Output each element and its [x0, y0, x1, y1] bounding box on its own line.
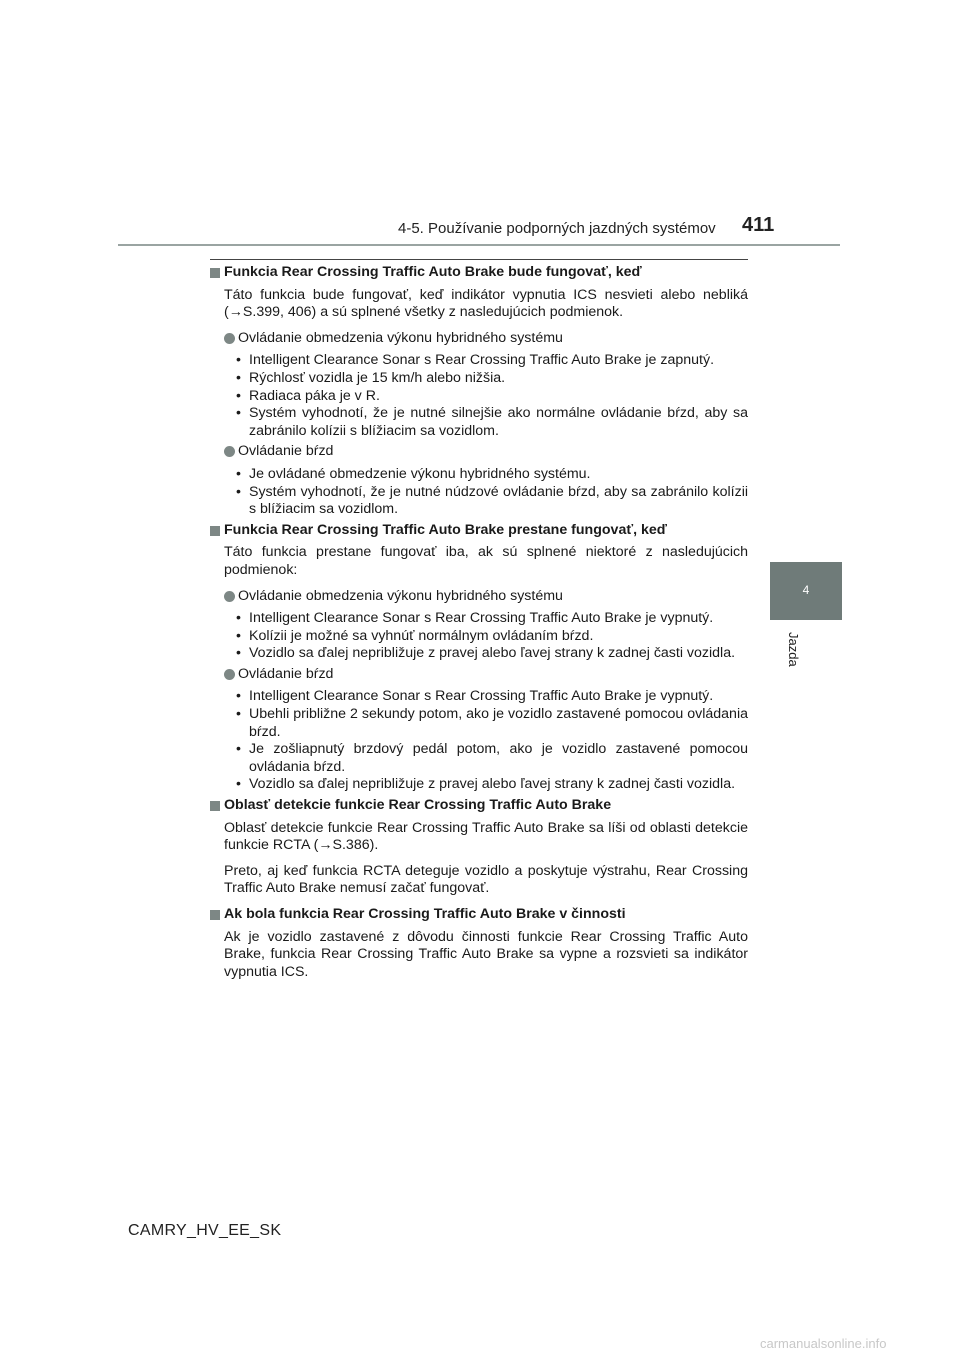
square-bullet-icon — [210, 268, 220, 278]
section-heading — [210, 264, 748, 282]
list-item: • Systém vyhodnotí, že je nutné núdzové ovládanie bŕzd, aby sa zabránilo kolízii s blížiacim sa vozidlom. — [236, 484, 748, 519]
square-bullet-icon — [210, 910, 220, 920]
list-item: • Je ovládané obmedzenie výkonu hybridného systému. — [236, 466, 748, 484]
list-item: • Intelligent Clearance Sonar s Rear Crossing Traffic Auto Brake je zapnutý. — [236, 352, 748, 370]
list-item: • Radiaca páka je v R. — [236, 388, 748, 406]
bullet-list — [236, 352, 748, 440]
section-heading-text: Ak bola funkcia Rear Crossing Traffic Auto Brake v činnosti — [224, 906, 626, 922]
section-heading-text: Funkcia Rear Crossing Traffic Auto Brake bude fungovať, keď — [224, 264, 642, 280]
square-bullet-icon — [210, 801, 220, 811]
list-item: • Intelligent Clearance Sonar s Rear Crossing Traffic Auto Brake je vypnutý. — [236, 688, 748, 706]
circle-bullet-icon — [224, 333, 235, 344]
square-bullet-icon — [210, 526, 220, 536]
section-paragraph: Ak je vozidlo zastavené z dôvodu činnosti funkcie Rear Crossing Traffic Auto Brake, funkcia Rear Crossing Traffic Auto Brake sa vypne a rozsvieti sa indikátor vypnutia ICS. — [224, 928, 748, 980]
condition-group-label: Ovládanie obmedzenia výkonu hybridného systému — [238, 329, 563, 346]
header-section-title: 4-5. Používanie podporných jazdných systémov — [398, 220, 716, 237]
list-item: • Je zošliapnutý brzdový pedál potom, ako je vozidlo zastavené pomocou ovládania bŕzd. — [236, 741, 748, 776]
section-paragraph: Táto funkcia bude fungovať, keď indikátor vypnutia ICS nesvieti alebo nebliká (→S.399, 406) a sú splnené všetky z nasledujúcich podmienok. — [224, 286, 748, 321]
list-item: • Vozidlo sa ďalej nepribližuje z pravej alebo ľavej strany k zadnej časti vozidla. — [236, 776, 748, 794]
condition-group — [224, 666, 748, 684]
section-heading-text: Oblasť detekcie funkcie Rear Crossing Traffic Auto Brake — [224, 797, 612, 814]
section-heading — [210, 906, 748, 924]
condition-group — [224, 330, 748, 348]
bullet-list — [236, 610, 748, 663]
bullet-list — [236, 688, 748, 794]
condition-group — [224, 443, 748, 461]
list-item: • Ubehli približne 2 sekundy potom, ako je vozidlo zastavené pomocou ovládania bŕzd. — [236, 706, 748, 741]
document-code: CAMRY_HV_EE_SK — [128, 1222, 282, 1239]
list-item: • Kolízii je možné sa vyhnúť normálnym ovládaním bŕzd. — [236, 628, 748, 646]
section-paragraph: Táto funkcia prestane fungovať iba, ak sú splnené niektoré z nasledujúcich podmienok: — [224, 544, 748, 578]
circle-bullet-icon — [224, 591, 235, 602]
section-paragraph: Oblasť detekcie funkcie Rear Crossing Traffic Auto Brake sa líši od oblasti detekcie funkcie RCTA (→S.386). — [224, 819, 748, 854]
chapter-label-text: Jazda — [786, 632, 801, 667]
section-paragraph: Preto, aj keď funkcia RCTA deteguje vozidlo a poskytuje výstrahu, Rear Crossing Traffic Auto Brake nemusí začať fungovať. — [224, 862, 748, 897]
chapter-tab: 4 — [770, 562, 842, 620]
page-number: 411 — [742, 214, 775, 236]
list-item: • Vozidlo sa ďalej nepribližuje z pravej alebo ľavej strany k zadnej časti vozidla. — [236, 645, 748, 663]
condition-group-label: Ovládanie obmedzenia výkonu hybridného systému — [238, 587, 563, 604]
circle-bullet-icon — [224, 669, 235, 680]
condition-group-label: Ovládanie bŕzd — [238, 443, 334, 460]
circle-bullet-icon — [224, 446, 235, 457]
list-item: • Systém vyhodnotí, že je nutné silnejšie ako normálne ovládanie bŕzd, aby sa zabránilo kolízii s blížiacim sa vozidlom. — [236, 405, 748, 440]
chapter-label — [783, 632, 805, 672]
section-heading — [210, 797, 748, 815]
header-divider — [118, 244, 840, 246]
content-divider — [210, 259, 748, 260]
section-heading-text: Funkcia Rear Crossing Traffic Auto Brake prestane fungovať, keď — [224, 521, 667, 538]
watermark: carmanualsonline.info — [760, 1336, 887, 1351]
page-content — [210, 264, 748, 986]
section-heading — [210, 522, 748, 540]
condition-group-label: Ovládanie bŕzd — [238, 665, 334, 682]
list-item: • Rýchlosť vozidla je 15 km/h alebo nižšia. — [236, 370, 748, 388]
list-item: • Intelligent Clearance Sonar s Rear Crossing Traffic Auto Brake je vypnutý. — [236, 610, 748, 628]
bullet-list — [236, 466, 748, 519]
condition-group — [224, 588, 748, 606]
